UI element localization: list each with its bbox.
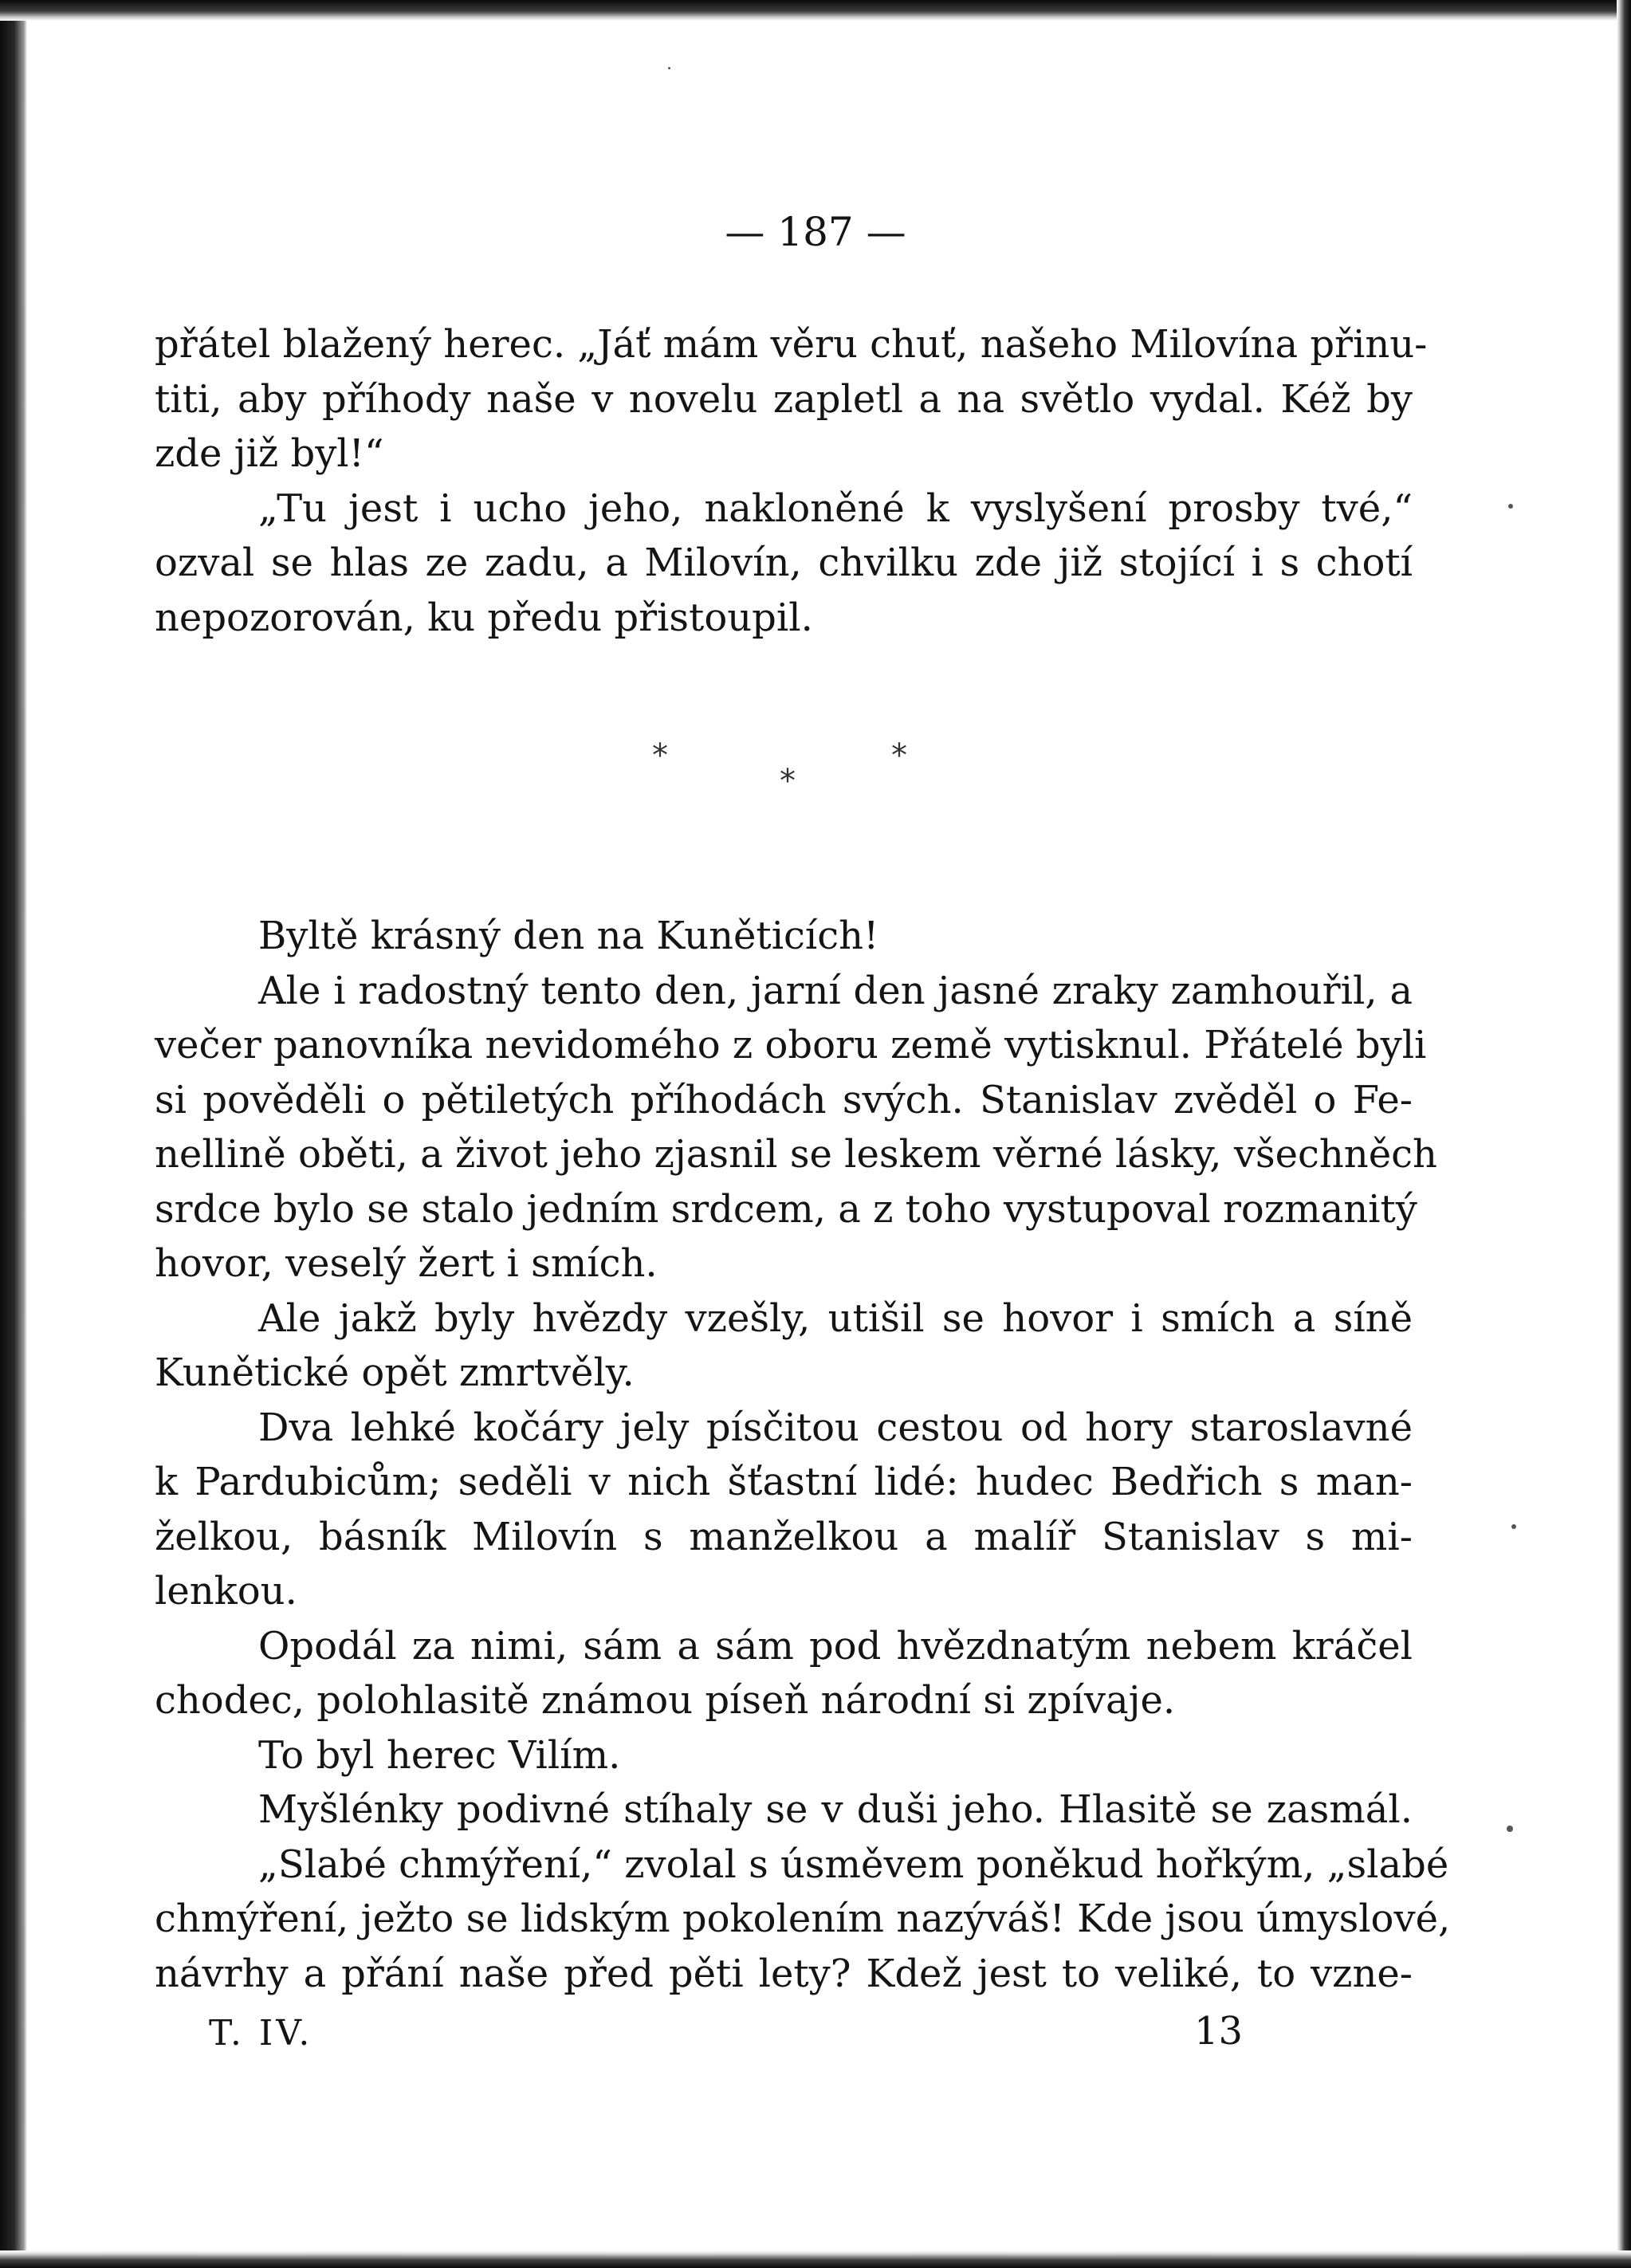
text-line: Ale jakž byly hvězdy vzešly, utišil se hovor i smích a síně: [258, 1295, 1413, 1341]
scan-edge-top: [0, 0, 1631, 21]
text-block-top: [155, 317, 1428, 645]
text-line: Ale i radostný tento den, jarní den jasné zraky zamhouřil, a: [258, 968, 1413, 1013]
text-line: želkou, básník Milovín s manželkou a malíř Stanislav s mi-: [155, 1514, 1413, 1559]
text-line: „Slabé chmýření,“ zvolal s úsměvem poněkud hořkým, „slabé: [258, 1842, 1449, 1887]
text-line: večer panovníka nevidomého z oboru země vytisknul. Přátelé byli: [155, 1023, 1427, 1067]
text-line: Opodál za nimi, sám a sám pod hvězdnatým nebem kráčel: [258, 1623, 1413, 1669]
text-line: To byl herec Vilím.: [258, 1732, 621, 1778]
text-line: chmýření, ježto se lidským pokolením nazýváš! Kde jsou úmyslové,: [155, 1897, 1451, 1941]
section-separator: [0, 737, 1631, 801]
scan-edge-right: [1617, 0, 1631, 2268]
text-line: k Pardubicům; seděli v nich šťastní lidé: hudec Bedřich s man-: [155, 1460, 1413, 1504]
asterisk: *: [652, 737, 668, 774]
dust-speck: [1507, 1826, 1513, 1832]
dust-speck: [1511, 1524, 1516, 1529]
text-line: ozval se hlas ze zadu, a Milovín, chvilku zde již stojící i s chotí: [155, 540, 1413, 585]
text-line: Byltě krásný den na Kuněticích!: [258, 914, 879, 958]
dust-speck: [1508, 504, 1513, 509]
text-line: Myšlénky podivné stíhaly se v duši jeho. Hlasitě se zasmál.: [258, 1787, 1413, 1832]
text-line: „Tu jest i ucho jeho, nakloněné k vyslyšení prosby tvé,“: [258, 485, 1413, 531]
text-line: srdce bylo se stalo jedním srdcem, a z toho vystupoval rozmanitý: [155, 1186, 1417, 1232]
asterisk: *: [780, 763, 796, 800]
asterisk: *: [891, 737, 907, 774]
signature-mark: T. IV.: [209, 2013, 313, 2054]
scan-edge-bottom: [0, 2250, 1631, 2268]
text-line: Kunětické opět zmrtvěly.: [155, 1350, 635, 1395]
text-line: přátel blažený herec. „Jáť mám věru chuť, našeho Milovína přinu-: [155, 322, 1428, 367]
scan-edge-left: [0, 0, 27, 2268]
gathering-number: 13: [1194, 2009, 1244, 2054]
text-block-main: [155, 909, 1451, 2001]
page-number: — 187 —: [725, 209, 906, 255]
text-line: hovor, veselý žert i smích.: [155, 1241, 658, 1286]
text-line: Dva lehké kočáry jely písčitou cestou od hory staroslavné: [258, 1405, 1413, 1450]
text-line: titi, aby příhody naše v novelu zapletl a na světlo vydal. Kéž by: [155, 376, 1413, 422]
text-line: chodec, polohlasitě známou píseň národní si zpívaje.: [155, 1678, 1176, 1723]
text-line: nepozorován, ku předu přistoupil.: [155, 595, 813, 640]
text-line: návrhy a přání naše před pěti lety? Kdež jest to veliké, to vzne-: [155, 1951, 1413, 1996]
text-line: zde již byl!“: [155, 431, 384, 476]
text-line: si pověděli o pětiletých příhodách svých. Stanislav zvěděl o Fe-: [155, 1077, 1413, 1122]
text-line: nellině oběti, a život jeho zjasnil se leskem věrné lásky, všechněch: [155, 1132, 1437, 1177]
text-line: lenkou.: [155, 1569, 297, 1614]
dust-speck: [668, 67, 670, 69]
